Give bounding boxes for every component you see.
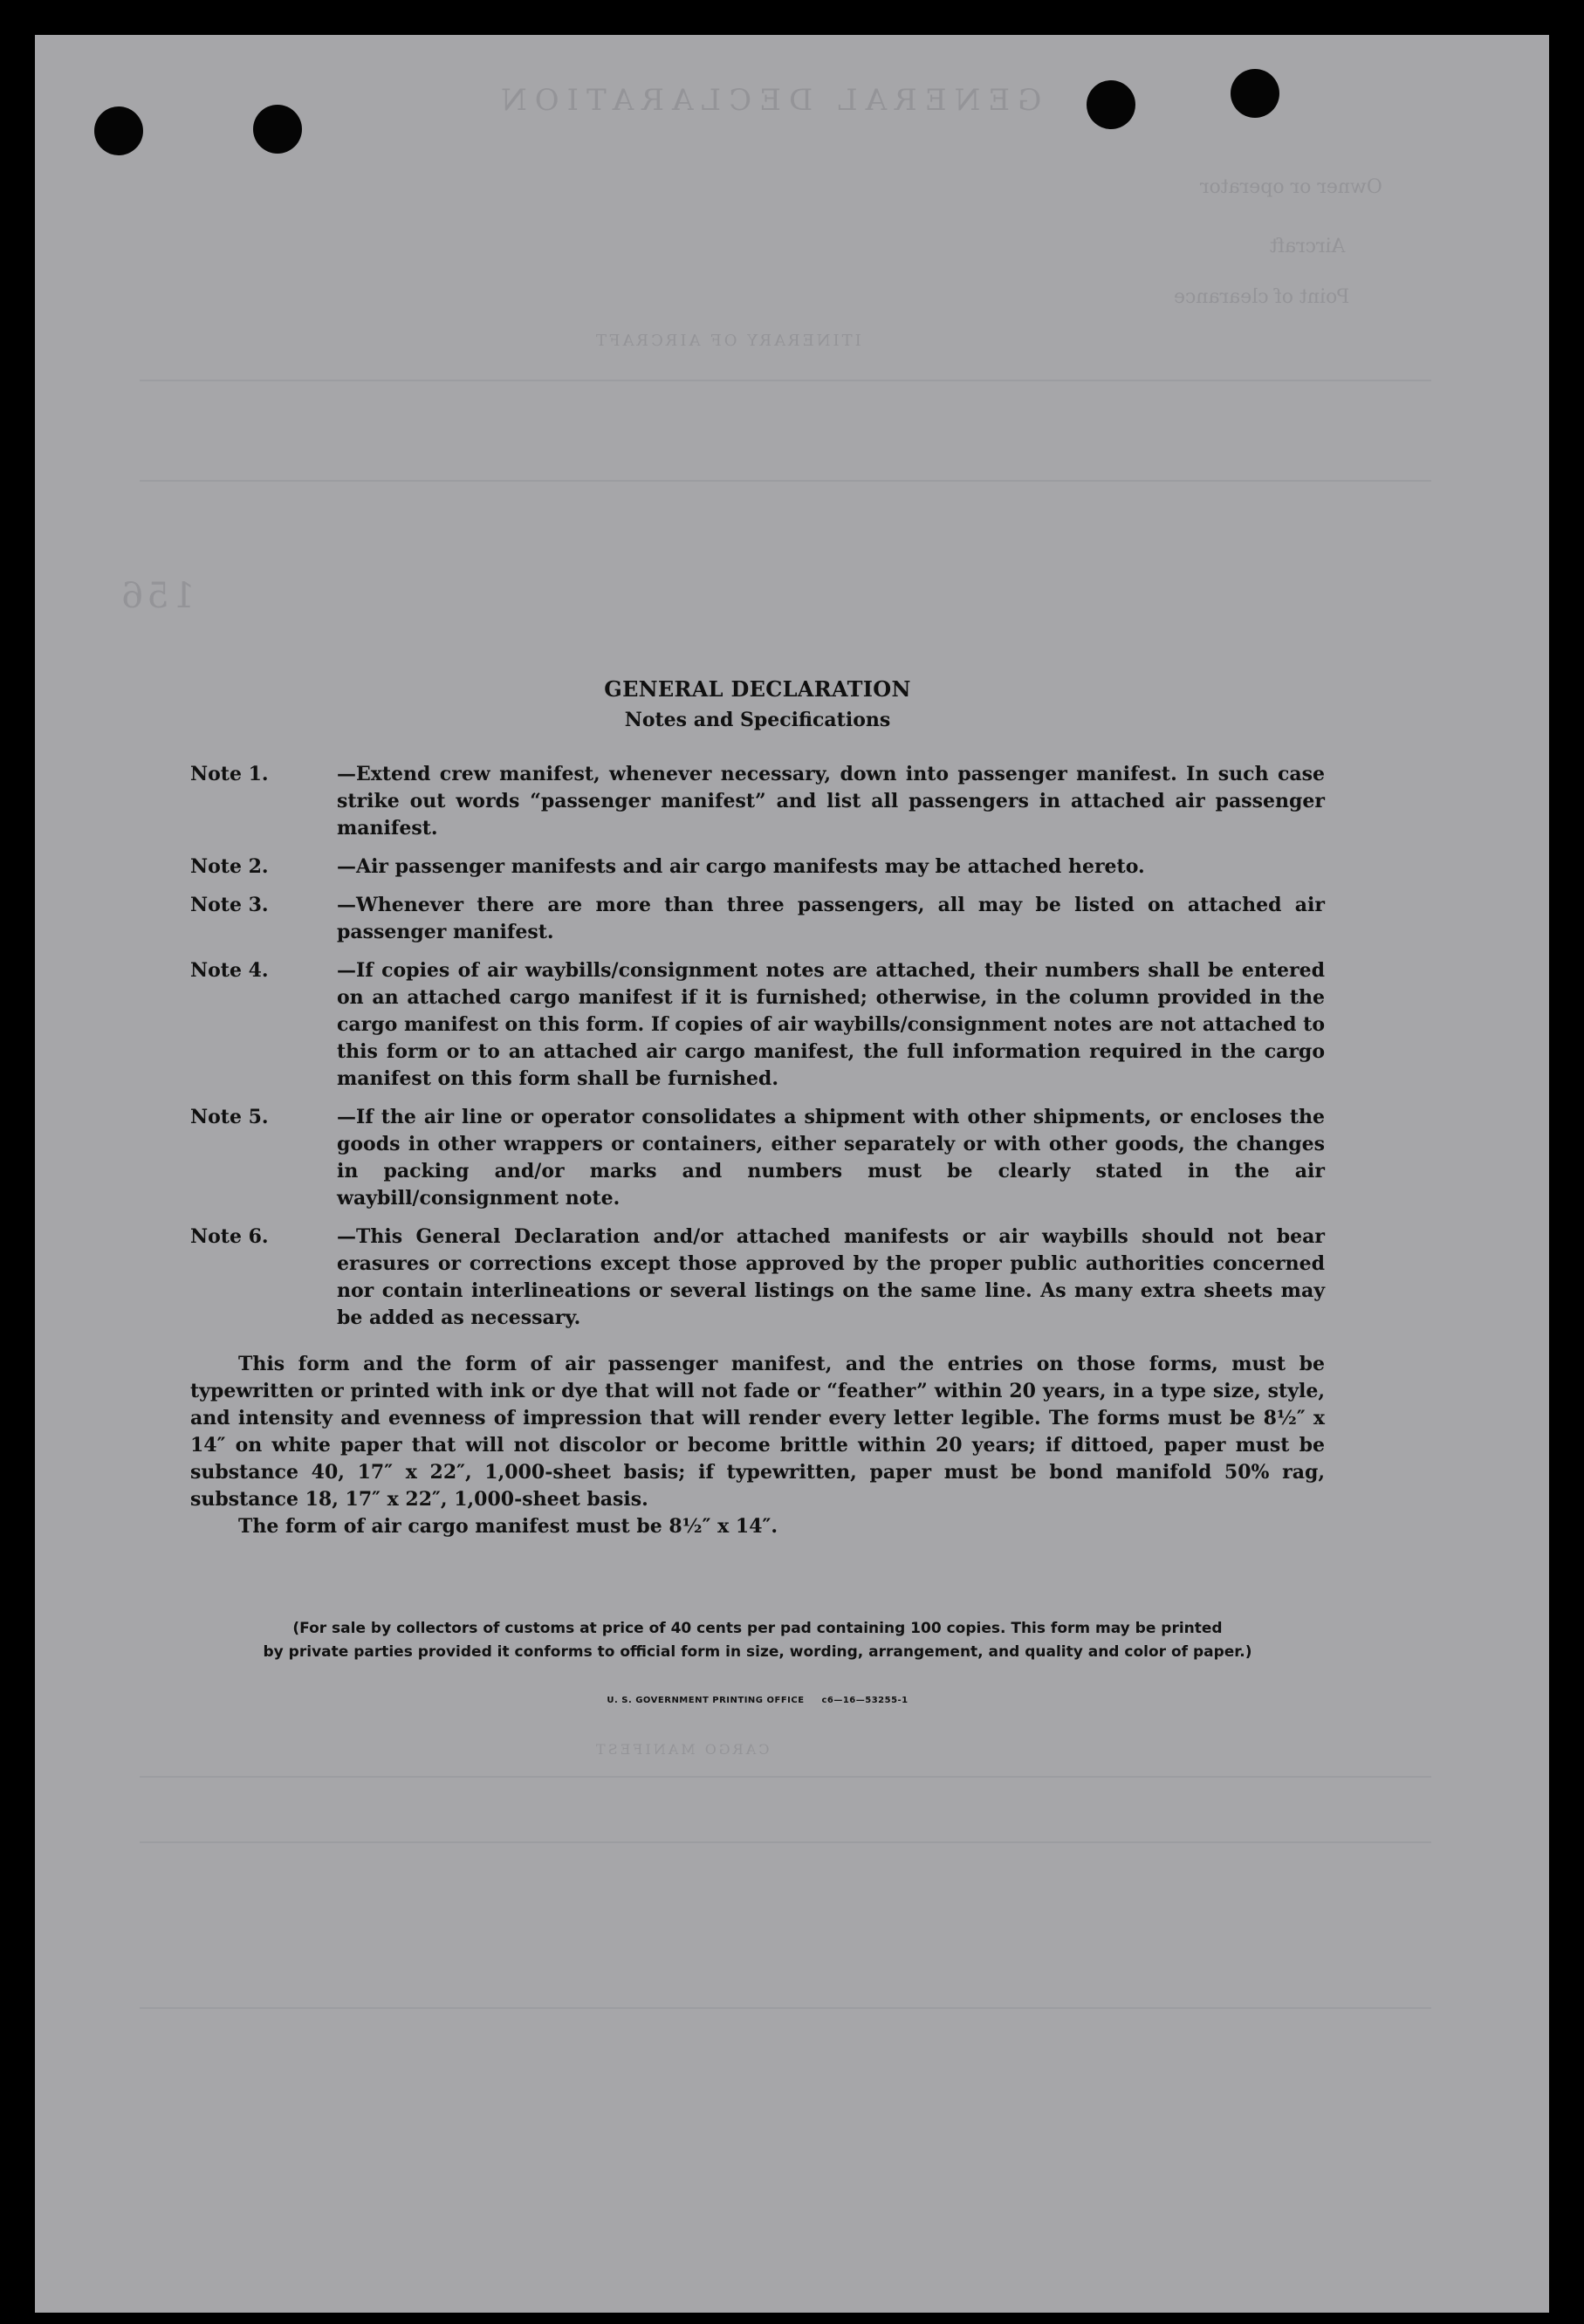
note-text: —This General Declaration and/or attached manifests or air waybills should not bear erasures or corrections except those approved by the proper public authorities concerned nor contain interlineations or several listings on the same line. As many extra sheets may be added as necessary. [337, 1225, 1325, 1329]
note-3 [190, 892, 1325, 946]
punch-hole-right-2 [1231, 69, 1279, 118]
note-label: Note 3. [190, 894, 269, 916]
note-text: —If copies of air waybills/consignment notes are attached, their numbers shall be entered on an attached cargo manifest if it is furnished; otherwise, in the column provided in the cargo manifest on this form. If copies of air waybills/consignment notes are not attached to this form or to an attached air cargo manifest, the full information required in the cargo manifest on this form shall be furnished. [337, 959, 1325, 1090]
showthrough-owner-label: Owner or operator [1200, 176, 1382, 198]
declaration-subtitle: Notes and Specifications [624, 709, 891, 731]
showthrough-itinerary: ITINERARY OF AIRCRAFT [593, 332, 861, 350]
note-4 [190, 957, 1325, 1093]
punch-hole-left-1 [94, 106, 143, 155]
showthrough-aircraft-label: Aircraft [1270, 236, 1346, 257]
note-text: —Air passenger manifests and air cargo manifests may be attached hereto. [337, 855, 1145, 878]
showthrough-number: 156 [118, 576, 195, 616]
note-1 [190, 761, 1325, 842]
punch-hole-right-1 [1087, 80, 1135, 129]
note-label: Note 1. [190, 763, 269, 785]
note-2 [190, 854, 1325, 881]
punch-hole-left-2 [253, 105, 302, 154]
showthrough-clearance-label: Point of clearance [1174, 286, 1350, 308]
sale-note [190, 1617, 1325, 1664]
showthrough-rule [140, 1841, 1431, 1843]
note-label: Note 4. [190, 959, 269, 982]
showthrough-cargo-manifest: CARGO MANIFEST [593, 1741, 770, 1758]
specification-paragraph: This form and the form of air passenger manifest, and the entries on those forms, must be typewritten or printed with ink or dye that will not fade or “feather” within 20 years, in a type size, style, and intensity and evenness of impression that will render every letter legible. The forms must be 8½″ x 14″ on white paper that will not discolor or become brittle within 20 years; if dittoed, paper must be substance 40, 17″ x 22″, 1,000-sheet basis; if typewritten, paper must be bond manifold 50% rag, substance 18, 17″ x 22″, 1,000-sheet basis. [190, 1353, 1325, 1511]
document-page [35, 35, 1549, 2313]
cargo-manifest-size-paragraph: The form of air cargo manifest must be 8½″ x 14″. [238, 1515, 778, 1538]
note-text: —Whenever there are more than three passengers, all may be listed on attached air passenger manifest. [337, 894, 1325, 943]
sale-note-line-1: (For sale by collectors of customs at price of 40 cents per pad containing 100 copies. This form may be printed [292, 1620, 1223, 1637]
note-label: Note 5. [190, 1106, 269, 1128]
note-text: —Extend crew manifest, whenever necessary, down into passenger manifest. In such case strike out words “passenger manifest” and list all passengers in attached air passenger manifest. [337, 763, 1325, 840]
note-label: Note 2. [190, 855, 269, 878]
sale-note-line-2: by private parties provided it conforms to official form in size, wording, arrangement, and quality and color of paper.) [263, 1643, 1252, 1661]
note-6 [190, 1224, 1325, 1332]
note-text: —If the air line or operator consolidates a shipment with other shipments, or encloses the goods in other wrappers or containers, either separately or with other goods, the changes in packing and/or marks and numbers must be clearly stated in the air waybill/consignment note. [337, 1106, 1325, 1210]
declaration-title: GENERAL DECLARATION [604, 676, 911, 702]
note-5 [190, 1104, 1325, 1212]
showthrough-header-title: GENERAL DECLARATION [493, 83, 1042, 118]
note-label: Note 6. [190, 1225, 269, 1248]
printing-office-imprint: U. S. GOVERNMENT PRINTING OFFICE c6—16—53255-1 [607, 1696, 909, 1705]
showthrough-rule [140, 480, 1431, 482]
showthrough-rule [140, 2007, 1431, 2009]
showthrough-rule [140, 380, 1431, 381]
showthrough-rule [140, 1776, 1431, 1778]
declaration-notes [190, 676, 1325, 1705]
